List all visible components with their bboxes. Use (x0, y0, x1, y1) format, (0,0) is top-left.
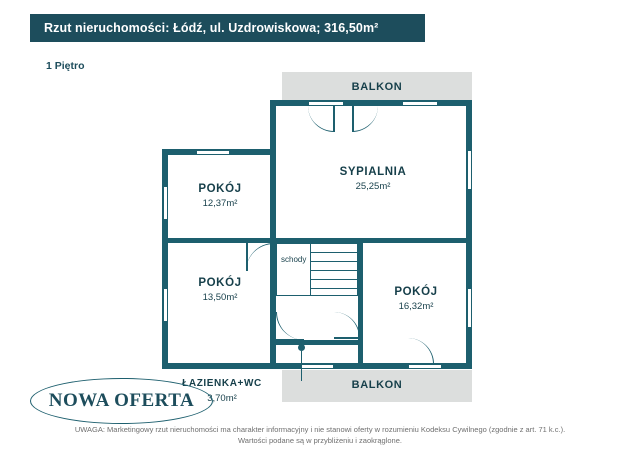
footer-line-1: UWAGA: Marketingowy rzut nieruchomości ma charakter informacyjny i nie stanowi oferty w rozumieniu Kodeksu Cywilnego (zgodnie z art. 71 k.c.). (74, 425, 566, 434)
footer-disclaimer (0, 424, 640, 447)
logo-text: NOWA OFERTA (48, 390, 195, 411)
window-balcony-bottom-1 (300, 364, 334, 369)
stair-step (310, 261, 358, 262)
window-balcony-bottom-2 (408, 364, 442, 369)
room-area: 12,37m² (202, 198, 238, 210)
door-balcony-top-left (308, 106, 334, 132)
door-balcony-bottom (408, 338, 434, 364)
wall-divider-left-rooms (162, 238, 276, 243)
room-name: POKÓJ (198, 183, 242, 195)
room-area: 16,32m² (398, 301, 434, 313)
stair-step (310, 288, 358, 289)
room-label-pokoj-1 (168, 182, 272, 210)
floor-label: 1 Piętro (46, 60, 85, 72)
stair-step (310, 252, 358, 253)
wall-outer-right (466, 100, 472, 369)
door-leaf-balcony-bottom (408, 363, 434, 365)
door-pokoj3 (334, 312, 360, 338)
page-title: Rzut nieruchomości: Łódź, ul. Uzdrowiskowa; 316,50m² (44, 21, 379, 35)
door-leaf-pokoj1 (246, 243, 248, 271)
door-leaf-balcony-top-right (352, 106, 354, 132)
door-balcony-top-right (352, 106, 378, 132)
window-top-left (196, 150, 230, 155)
room-name: SYPIALNIA (339, 166, 407, 178)
window-right-2 (467, 288, 472, 328)
room-label-pokoj-2 (168, 276, 272, 304)
room-area: 13,50m² (202, 292, 238, 304)
stairs-label: schody (281, 255, 307, 264)
door-pokoj1 (246, 243, 274, 271)
door-leaf-pokoj3 (334, 337, 360, 339)
balcony-label-top: BALKON (351, 81, 403, 93)
logo (30, 378, 215, 426)
footer-line-2: Wartości podane są w przybliżeniu i zaokrąglone. (238, 436, 402, 446)
room-area: 25,25m² (355, 181, 391, 193)
room-area: 3,70m² (207, 392, 237, 404)
bathroom-pointer-line (301, 351, 302, 381)
bathroom-pointer-dot (298, 344, 305, 351)
room-name: POKÓJ (198, 277, 242, 289)
window-right-1 (467, 150, 472, 190)
door-bathroom (276, 312, 304, 340)
door-leaf-balcony-top-left (333, 106, 335, 132)
wall-bathroom-bottom (270, 340, 363, 345)
wall-bedroom-left (270, 100, 276, 154)
room-label-sypialnia (288, 165, 458, 193)
room-name: POKÓJ (394, 286, 438, 298)
balcony-label-bottom: BALKON (351, 379, 403, 391)
door-leaf-bathroom (276, 339, 304, 341)
stair-step (310, 270, 358, 271)
room-label-pokoj-3 (366, 285, 466, 313)
window-balcony-top-2 (402, 101, 438, 106)
stair-step (310, 279, 358, 280)
wall-divider-bathroom-right (358, 243, 363, 369)
room-name: ŁAZIENKA+WC (182, 378, 262, 389)
